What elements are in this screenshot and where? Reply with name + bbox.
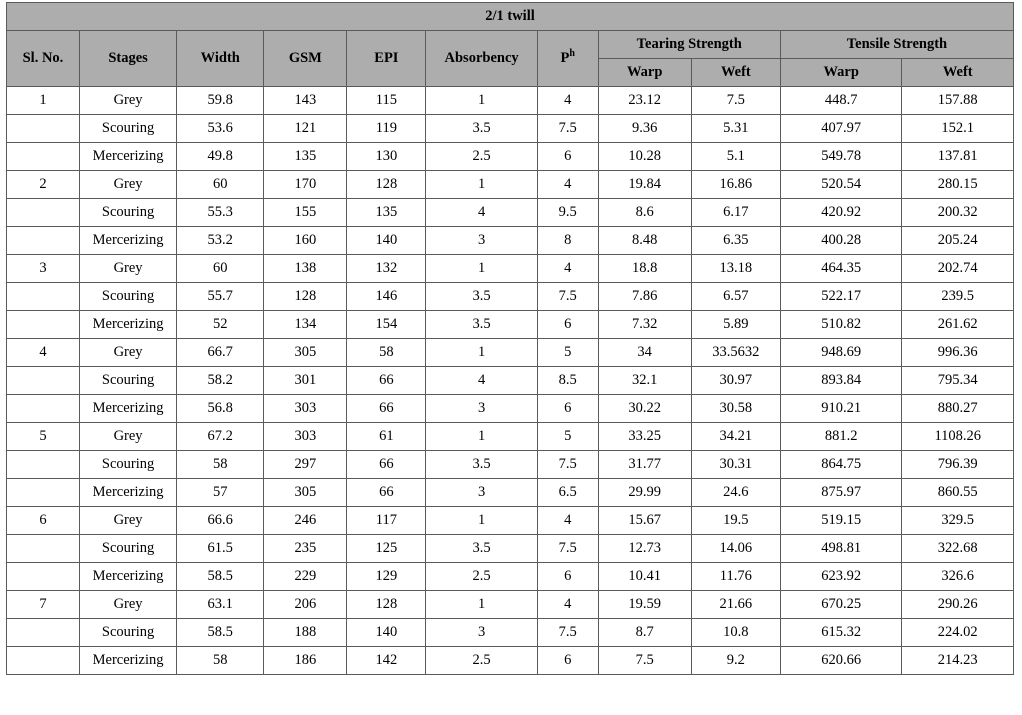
cell-tearing-warp: 32.1 — [598, 367, 691, 395]
cell-ph: 8 — [537, 227, 598, 255]
cell-tearing-warp: 9.36 — [598, 115, 691, 143]
cell-absorbency: 4 — [426, 199, 537, 227]
cell-ph: 5 — [537, 339, 598, 367]
cell-absorbency: 3.5 — [426, 283, 537, 311]
cell-sl-no: 2 — [7, 171, 80, 199]
cell-tensile-weft: 280.15 — [902, 171, 1014, 199]
cell-tearing-weft: 6.17 — [691, 199, 780, 227]
cell-sl-no — [7, 451, 80, 479]
table-row — [7, 199, 1014, 227]
column-header-sl-no: Sl. No. — [7, 31, 80, 87]
cell-tensile-weft: 796.39 — [902, 451, 1014, 479]
cell-ph: 7.5 — [537, 451, 598, 479]
cell-absorbency: 1 — [426, 339, 537, 367]
cell-epi: 119 — [347, 115, 426, 143]
cell-epi: 66 — [347, 451, 426, 479]
cell-tensile-warp: 464.35 — [780, 255, 902, 283]
cell-ph: 6 — [537, 143, 598, 171]
cell-gsm: 138 — [264, 255, 347, 283]
cell-ph: 7.5 — [537, 115, 598, 143]
cell-gsm: 297 — [264, 451, 347, 479]
cell-gsm: 305 — [264, 479, 347, 507]
cell-stage: Scouring — [79, 535, 176, 563]
cell-tensile-warp: 881.2 — [780, 423, 902, 451]
table-row — [7, 115, 1014, 143]
cell-width: 66.7 — [177, 339, 264, 367]
cell-tearing-warp: 19.59 — [598, 591, 691, 619]
cell-tearing-weft: 9.2 — [691, 647, 780, 675]
cell-sl-no — [7, 479, 80, 507]
cell-width: 58.5 — [177, 563, 264, 591]
cell-ph: 7.5 — [537, 535, 598, 563]
cell-tearing-weft: 21.66 — [691, 591, 780, 619]
cell-gsm: 143 — [264, 87, 347, 115]
cell-ph: 6 — [537, 311, 598, 339]
cell-gsm: 121 — [264, 115, 347, 143]
cell-tensile-warp: 623.92 — [780, 563, 902, 591]
cell-width: 58.5 — [177, 619, 264, 647]
table-row — [7, 535, 1014, 563]
table-row — [7, 647, 1014, 675]
cell-tensile-warp: 620.66 — [780, 647, 902, 675]
cell-tearing-warp: 18.8 — [598, 255, 691, 283]
cell-tearing-weft: 5.89 — [691, 311, 780, 339]
cell-epi: 140 — [347, 619, 426, 647]
fabric-properties-table — [6, 2, 1014, 675]
cell-tearing-weft: 19.5 — [691, 507, 780, 535]
cell-ph: 8.5 — [537, 367, 598, 395]
cell-absorbency: 1 — [426, 87, 537, 115]
cell-sl-no — [7, 535, 80, 563]
column-header-tensile-warp: Warp — [780, 59, 902, 87]
column-header-epi: EPI — [347, 31, 426, 87]
table-row — [7, 479, 1014, 507]
cell-tensile-warp: 510.82 — [780, 311, 902, 339]
table-row — [7, 591, 1014, 619]
cell-tensile-weft: 205.24 — [902, 227, 1014, 255]
table-row — [7, 367, 1014, 395]
cell-tensile-warp: 549.78 — [780, 143, 902, 171]
cell-sl-no — [7, 563, 80, 591]
cell-tensile-warp: 498.81 — [780, 535, 902, 563]
cell-width: 66.6 — [177, 507, 264, 535]
table-row — [7, 395, 1014, 423]
cell-epi: 128 — [347, 171, 426, 199]
cell-tearing-warp: 7.32 — [598, 311, 691, 339]
cell-gsm: 303 — [264, 423, 347, 451]
cell-sl-no — [7, 647, 80, 675]
cell-tensile-warp: 520.54 — [780, 171, 902, 199]
cell-epi: 115 — [347, 87, 426, 115]
cell-stage: Grey — [79, 87, 176, 115]
cell-gsm: 235 — [264, 535, 347, 563]
cell-absorbency: 3 — [426, 479, 537, 507]
cell-epi: 58 — [347, 339, 426, 367]
cell-stage: Grey — [79, 591, 176, 619]
cell-epi: 129 — [347, 563, 426, 591]
cell-width: 58 — [177, 647, 264, 675]
cell-ph: 4 — [537, 255, 598, 283]
cell-tensile-warp: 407.97 — [780, 115, 902, 143]
table-row — [7, 255, 1014, 283]
cell-tensile-weft: 202.74 — [902, 255, 1014, 283]
table-title: 2/1 twill — [7, 3, 1014, 31]
table-row — [7, 283, 1014, 311]
cell-sl-no: 6 — [7, 507, 80, 535]
ph-label: P — [560, 50, 570, 66]
cell-epi: 128 — [347, 591, 426, 619]
column-header-absorbency: Absorbency — [426, 31, 537, 87]
cell-epi: 142 — [347, 647, 426, 675]
cell-absorbency: 1 — [426, 171, 537, 199]
cell-stage: Mercerizing — [79, 647, 176, 675]
cell-gsm: 186 — [264, 647, 347, 675]
cell-stage: Mercerizing — [79, 143, 176, 171]
cell-stage: Scouring — [79, 115, 176, 143]
cell-epi: 66 — [347, 367, 426, 395]
table-row — [7, 423, 1014, 451]
cell-ph: 4 — [537, 171, 598, 199]
cell-gsm: 301 — [264, 367, 347, 395]
cell-tearing-weft: 10.8 — [691, 619, 780, 647]
cell-epi: 117 — [347, 507, 426, 535]
cell-tearing-weft: 6.35 — [691, 227, 780, 255]
cell-sl-no — [7, 227, 80, 255]
cell-sl-no — [7, 367, 80, 395]
cell-sl-no — [7, 311, 80, 339]
cell-absorbency: 3.5 — [426, 535, 537, 563]
cell-width: 60 — [177, 171, 264, 199]
cell-tearing-warp: 7.86 — [598, 283, 691, 311]
cell-tearing-warp: 10.28 — [598, 143, 691, 171]
cell-tensile-warp: 875.97 — [780, 479, 902, 507]
cell-stage: Scouring — [79, 199, 176, 227]
cell-tensile-warp: 948.69 — [780, 339, 902, 367]
cell-gsm: 246 — [264, 507, 347, 535]
column-header-tearing-weft: Weft — [691, 59, 780, 87]
cell-width: 56.8 — [177, 395, 264, 423]
column-header-gsm: GSM — [264, 31, 347, 87]
cell-width: 59.8 — [177, 87, 264, 115]
cell-width: 58.2 — [177, 367, 264, 395]
cell-tensile-weft: 152.1 — [902, 115, 1014, 143]
cell-tensile-warp: 519.15 — [780, 507, 902, 535]
cell-ph: 7.5 — [537, 619, 598, 647]
cell-width: 58 — [177, 451, 264, 479]
table-row — [7, 311, 1014, 339]
cell-tensile-warp: 864.75 — [780, 451, 902, 479]
cell-tearing-warp: 33.25 — [598, 423, 691, 451]
table-row — [7, 451, 1014, 479]
cell-tearing-weft: 5.31 — [691, 115, 780, 143]
cell-absorbency: 3 — [426, 227, 537, 255]
cell-sl-no: 5 — [7, 423, 80, 451]
column-header-tearing-warp: Warp — [598, 59, 691, 87]
cell-stage: Mercerizing — [79, 227, 176, 255]
cell-tearing-warp: 19.84 — [598, 171, 691, 199]
cell-tearing-weft: 34.21 — [691, 423, 780, 451]
cell-tearing-weft: 6.57 — [691, 283, 780, 311]
table-header — [7, 3, 1014, 87]
cell-tensile-weft: 239.5 — [902, 283, 1014, 311]
cell-sl-no: 3 — [7, 255, 80, 283]
cell-tensile-warp: 910.21 — [780, 395, 902, 423]
cell-tensile-weft: 157.88 — [902, 87, 1014, 115]
cell-tearing-weft: 13.18 — [691, 255, 780, 283]
cell-tensile-weft: 261.62 — [902, 311, 1014, 339]
cell-stage: Mercerizing — [79, 311, 176, 339]
cell-absorbency: 3.5 — [426, 115, 537, 143]
cell-sl-no — [7, 283, 80, 311]
cell-tearing-warp: 31.77 — [598, 451, 691, 479]
cell-ph: 6.5 — [537, 479, 598, 507]
cell-absorbency: 3.5 — [426, 311, 537, 339]
cell-epi: 66 — [347, 479, 426, 507]
cell-tensile-weft: 200.32 — [902, 199, 1014, 227]
cell-sl-no: 7 — [7, 591, 80, 619]
cell-stage: Scouring — [79, 283, 176, 311]
cell-gsm: 305 — [264, 339, 347, 367]
column-header-stages: Stages — [79, 31, 176, 87]
cell-stage: Scouring — [79, 367, 176, 395]
cell-epi: 135 — [347, 199, 426, 227]
cell-stage: Scouring — [79, 619, 176, 647]
fabric-properties-sheet — [6, 0, 1016, 675]
table-row — [7, 87, 1014, 115]
cell-width: 57 — [177, 479, 264, 507]
cell-absorbency: 1 — [426, 507, 537, 535]
cell-gsm: 170 — [264, 171, 347, 199]
cell-sl-no — [7, 619, 80, 647]
cell-tearing-weft: 30.97 — [691, 367, 780, 395]
cell-tensile-warp: 420.92 — [780, 199, 902, 227]
table-row — [7, 171, 1014, 199]
cell-absorbency: 3 — [426, 395, 537, 423]
cell-tearing-warp: 8.48 — [598, 227, 691, 255]
cell-gsm: 206 — [264, 591, 347, 619]
cell-ph: 6 — [537, 563, 598, 591]
cell-width: 52 — [177, 311, 264, 339]
cell-absorbency: 2.5 — [426, 647, 537, 675]
cell-gsm: 135 — [264, 143, 347, 171]
cell-stage: Grey — [79, 339, 176, 367]
table-row — [7, 563, 1014, 591]
cell-tearing-warp: 23.12 — [598, 87, 691, 115]
column-header-tensile-weft: Weft — [902, 59, 1014, 87]
cell-epi: 125 — [347, 535, 426, 563]
cell-sl-no — [7, 395, 80, 423]
ph-superscript: h — [569, 48, 575, 60]
cell-tearing-warp: 10.41 — [598, 563, 691, 591]
cell-ph: 4 — [537, 87, 598, 115]
cell-tensile-weft: 322.68 — [902, 535, 1014, 563]
cell-epi: 130 — [347, 143, 426, 171]
cell-ph: 9.5 — [537, 199, 598, 227]
cell-tearing-warp: 8.7 — [598, 619, 691, 647]
cell-ph: 4 — [537, 507, 598, 535]
cell-stage: Scouring — [79, 451, 176, 479]
cell-gsm: 160 — [264, 227, 347, 255]
cell-tensile-warp: 615.32 — [780, 619, 902, 647]
cell-tearing-warp: 7.5 — [598, 647, 691, 675]
table-row — [7, 507, 1014, 535]
cell-sl-no — [7, 115, 80, 143]
table-body — [7, 87, 1014, 675]
cell-stage: Grey — [79, 255, 176, 283]
cell-absorbency: 1 — [426, 591, 537, 619]
cell-tearing-weft: 30.31 — [691, 451, 780, 479]
cell-tensile-weft: 224.02 — [902, 619, 1014, 647]
cell-width: 60 — [177, 255, 264, 283]
cell-tearing-weft: 14.06 — [691, 535, 780, 563]
cell-ph: 7.5 — [537, 283, 598, 311]
cell-absorbency: 3 — [426, 619, 537, 647]
cell-width: 53.2 — [177, 227, 264, 255]
cell-tensile-weft: 326.6 — [902, 563, 1014, 591]
cell-width: 63.1 — [177, 591, 264, 619]
cell-tensile-warp: 893.84 — [780, 367, 902, 395]
cell-tensile-weft: 137.81 — [902, 143, 1014, 171]
cell-tearing-warp: 8.6 — [598, 199, 691, 227]
cell-width: 53.6 — [177, 115, 264, 143]
cell-gsm: 303 — [264, 395, 347, 423]
cell-tensile-warp: 448.7 — [780, 87, 902, 115]
cell-sl-no: 1 — [7, 87, 80, 115]
cell-ph: 6 — [537, 395, 598, 423]
cell-tensile-weft: 880.27 — [902, 395, 1014, 423]
cell-stage: Grey — [79, 423, 176, 451]
cell-width: 49.8 — [177, 143, 264, 171]
cell-width: 67.2 — [177, 423, 264, 451]
column-header-width: Width — [177, 31, 264, 87]
cell-absorbency: 2.5 — [426, 563, 537, 591]
cell-absorbency: 4 — [426, 367, 537, 395]
cell-tearing-weft: 33.5632 — [691, 339, 780, 367]
column-header-ph — [537, 31, 598, 87]
cell-width: 61.5 — [177, 535, 264, 563]
table-row — [7, 227, 1014, 255]
cell-tensile-weft: 860.55 — [902, 479, 1014, 507]
cell-tensile-weft: 329.5 — [902, 507, 1014, 535]
cell-tearing-weft: 5.1 — [691, 143, 780, 171]
cell-tensile-warp: 522.17 — [780, 283, 902, 311]
cell-gsm: 134 — [264, 311, 347, 339]
cell-tensile-weft: 1108.26 — [902, 423, 1014, 451]
cell-tensile-weft: 290.26 — [902, 591, 1014, 619]
cell-tearing-warp: 34 — [598, 339, 691, 367]
cell-stage: Mercerizing — [79, 563, 176, 591]
cell-tensile-warp: 670.25 — [780, 591, 902, 619]
column-header-tensile-strength: Tensile Strength — [780, 31, 1013, 59]
cell-gsm: 155 — [264, 199, 347, 227]
cell-stage: Mercerizing — [79, 395, 176, 423]
header-group-row — [7, 31, 1014, 59]
cell-stage: Grey — [79, 507, 176, 535]
cell-tearing-warp: 12.73 — [598, 535, 691, 563]
column-header-tearing-strength: Tearing Strength — [598, 31, 780, 59]
cell-absorbency: 1 — [426, 423, 537, 451]
cell-width: 55.3 — [177, 199, 264, 227]
cell-tearing-warp: 29.99 — [598, 479, 691, 507]
cell-tensile-warp: 400.28 — [780, 227, 902, 255]
cell-tearing-warp: 30.22 — [598, 395, 691, 423]
cell-sl-no: 4 — [7, 339, 80, 367]
table-row — [7, 339, 1014, 367]
cell-epi: 61 — [347, 423, 426, 451]
cell-tensile-weft: 795.34 — [902, 367, 1014, 395]
cell-stage: Mercerizing — [79, 479, 176, 507]
table-row — [7, 619, 1014, 647]
cell-tearing-weft: 7.5 — [691, 87, 780, 115]
cell-stage: Grey — [79, 171, 176, 199]
table-title-row — [7, 3, 1014, 31]
cell-absorbency: 1 — [426, 255, 537, 283]
cell-ph: 6 — [537, 647, 598, 675]
cell-tearing-weft: 16.86 — [691, 171, 780, 199]
cell-tensile-weft: 214.23 — [902, 647, 1014, 675]
cell-tearing-warp: 15.67 — [598, 507, 691, 535]
cell-ph: 4 — [537, 591, 598, 619]
cell-epi: 66 — [347, 395, 426, 423]
cell-sl-no — [7, 199, 80, 227]
cell-epi: 140 — [347, 227, 426, 255]
cell-tearing-weft: 24.6 — [691, 479, 780, 507]
cell-absorbency: 3.5 — [426, 451, 537, 479]
cell-ph: 5 — [537, 423, 598, 451]
cell-sl-no — [7, 143, 80, 171]
cell-epi: 154 — [347, 311, 426, 339]
cell-tensile-weft: 996.36 — [902, 339, 1014, 367]
cell-tearing-weft: 30.58 — [691, 395, 780, 423]
cell-gsm: 128 — [264, 283, 347, 311]
cell-absorbency: 2.5 — [426, 143, 537, 171]
cell-width: 55.7 — [177, 283, 264, 311]
cell-tearing-weft: 11.76 — [691, 563, 780, 591]
cell-gsm: 188 — [264, 619, 347, 647]
table-row — [7, 143, 1014, 171]
cell-epi: 146 — [347, 283, 426, 311]
cell-epi: 132 — [347, 255, 426, 283]
cell-gsm: 229 — [264, 563, 347, 591]
